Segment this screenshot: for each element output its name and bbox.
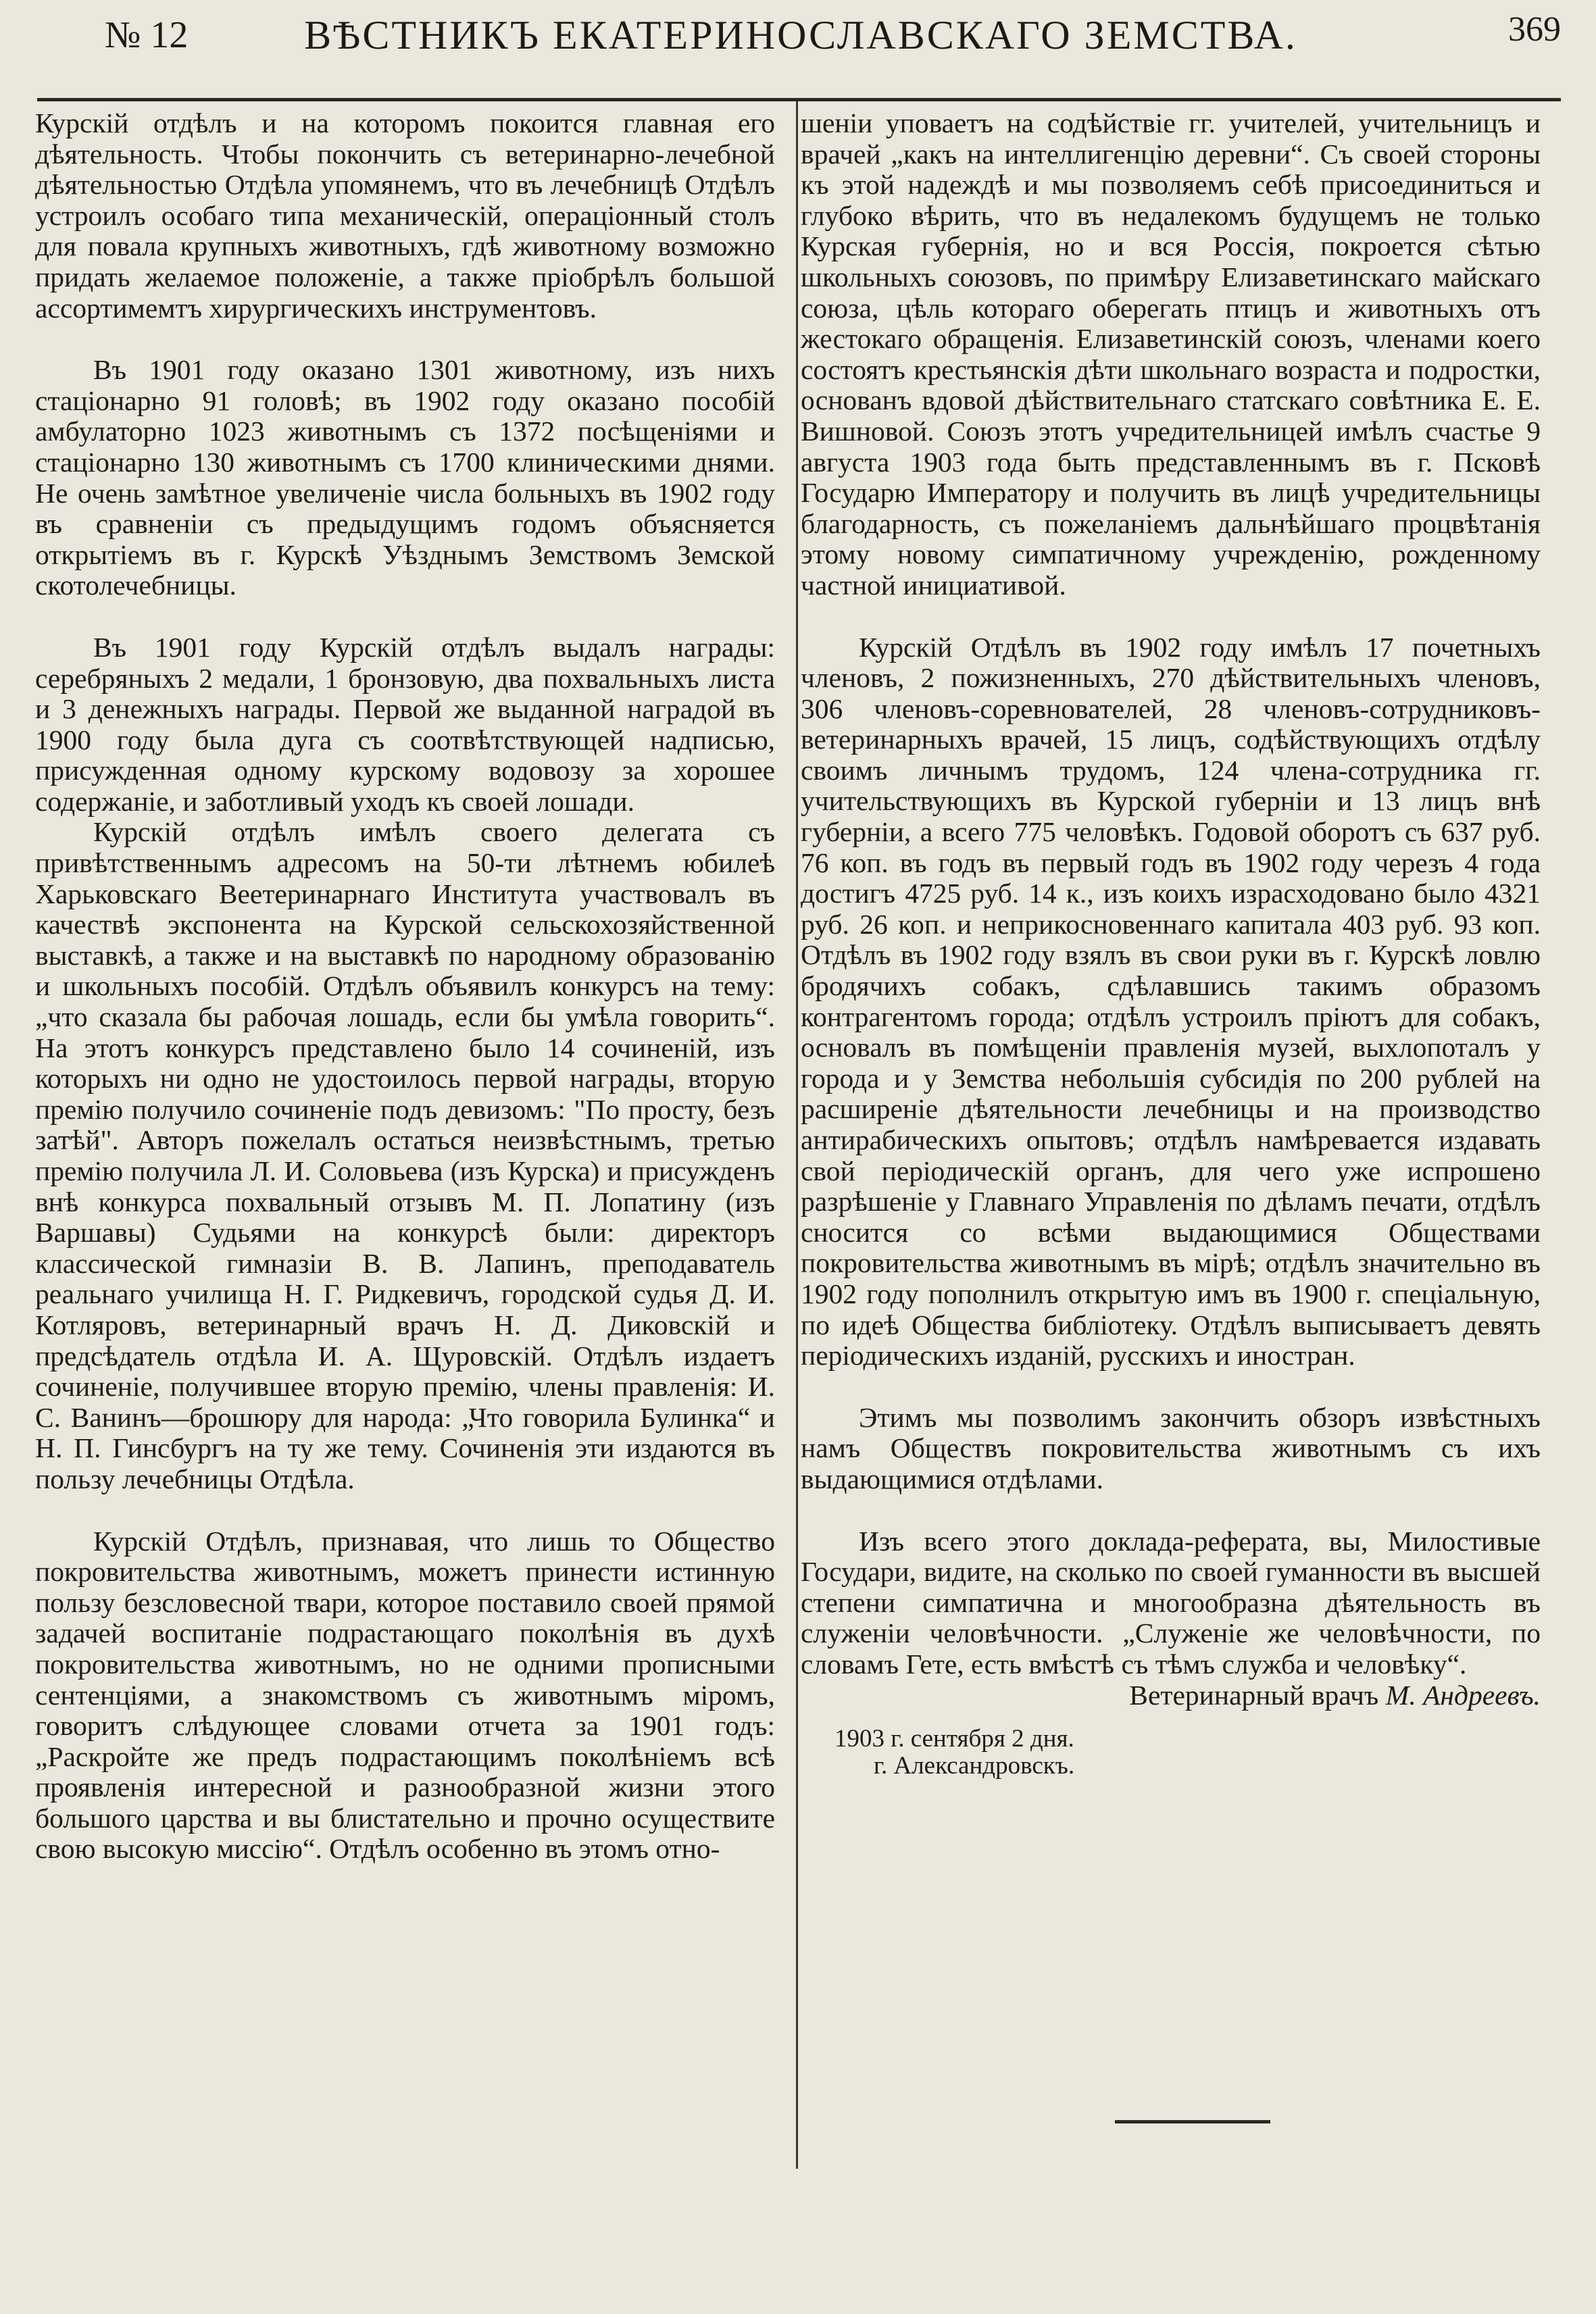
journal-title: ВѢСТНИКЪ ЕКАТЕРИНОСЛАВСКАГО ЗЕМСТВА. [304,13,1297,57]
paragraph: Курскій Отдѣлъ, признавая, что лишь то Общество покровительства животнымъ, можетъ принести истинную пользу безсловесной твари, которое поставило своей прямой задачей воспитаніе подрастающаго поколѣнія въ духѣ покровительства животнымъ, но не одними прописными сентенціями, а знакомствомъ съ животнымъ міромъ, говоритъ слѣдующее словами отчета за 1901 годъ: „Раскройте же предъ подрастающимъ поколѣніемъ всѣ проявленія интересной и разнообразной жизни этого большого царства и вы блистательно и прочно осуществите свою высокую миссію“. Отдѣлъ особенно въ этомъ отно- [35,1525,775,1865]
issue-number: № 12 [105,14,189,56]
paragraph: Изъ всего этого доклада-реферата, вы, Милостивые Государи, видите, на сколько по своей гуманности въ высшей степени симпатична и многообразна дѣятельность въ служеніи человѣчности. „Служеніе же человѣчности, по словамъ Гете, есть вмѣстѣ съ тѣмъ служба и человѣку“. [801,1525,1541,1680]
paragraph: Этимъ мы позволимъ закончить обзоръ извѣстныхъ намъ Обществъ покровительства животнымъ съ ихъ выдающимися отдѣлами. [801,1401,1541,1494]
left-column [35,108,775,1865]
right-column [801,108,1541,1780]
date: 1903 г. сентября 2 дня. [834,1725,1074,1753]
paragraph: Курскій отдѣлъ и на которомъ покоится главная его дѣятельность. Чтобы покончить съ ветеринарно-лечебной дѣятельностью Отдѣла упомянемъ, что въ лечебницѣ Отдѣлъ устроилъ особаго типа механическій, операціонный столъ для повала крупныхъ животныхъ, гдѣ животному возможно придать желаемое положеніе, а также пріобрѣлъ большой ассортимемтъ хирургическихъ инструментовъ. [35,107,775,324]
signature-role: Ветеринарный врачъ [1129,1679,1379,1711]
dateline [834,1726,1541,1780]
paragraph: Въ 1901 году Курскій отдѣлъ выдалъ награды: серебряныхъ 2 медали, 1 бронзовую, два похвальныхъ листа и 3 денежныхъ награды. Первой же выданной наградой въ 1900 году была дуга съ соотвѣтствующей надписью, присужденная одному курскому водовозу за хорошее содержаніе, и заботливый уходъ къ своей лошади. [35,631,775,817]
paragraph: Въ 1901 году оказано 1301 животному, изъ нихъ стаціонарно 91 головѣ; въ 1902 году оказано пособій амбулаторно 1023 животнымъ съ 1372 посѣщеніями и стаціонарно 130 животнымъ съ 1700 клиническими днями. Не очень замѣтное увеличеніе числа больныхъ въ 1902 году въ сравненіи съ предыдущимъ годомъ объясняется открытіемъ въ г. Курскѣ Уѣзднымъ Земствомъ Земской скотолечебницы. [35,354,775,601]
signature [801,1680,1541,1711]
signature-name: М. Андреевъ. [1385,1679,1541,1711]
paragraph: Курскій отдѣлъ имѣлъ своего делегата съ привѣтственнымъ адресомъ на 50-ти лѣтнемъ юбилеѣ Харьковскаго Веетеринарнаго Института участвовалъ въ качествѣ экспонента на Курской сельскохозяйственной выставкѣ, а также и на выставкѣ по народному образованію и школьныхъ пособій. Отдѣлъ объявилъ конкурсъ на тему: „что сказала бы рабочая лошадь, если бы умѣла говорить“. На этотъ конкурсъ представлено было 14 сочиненій, изъ которыхъ ни одно не удостоилось первой награды, вторую премію получило сочиненіе подъ девизомъ: "По просту, безъ затѣй". Авторъ пожелалъ остаться неизвѣстнымъ, третью премію получила Л. И. Соловьева (изъ Курска) и присужденъ внѣ конкурса похвальный отзывъ М. П. Лопатину (изъ Варшавы) Судьями на конкурсѣ были: директоръ классической гимназіи В. В. Лапинъ, преподаватель реальнаго училища Н. Г. Ридкевичъ, городской судья Д. И. Котляровъ, ветеринарный врачъ Н. Д. Диковскій и предсѣдатель отдѣла И. А. Щуровскій. Отдѣлъ издаетъ сочиненіе, получившее вторую премію, члены правленія: И. С. Ванинъ—брошюру для народа: „Что говорила Булинка“ и Н. П. Гинсбургъ на ту же тему. Сочиненія эти издаются въ пользу лечебницы Отдѣла. [35,816,775,1494]
header-rule [37,98,1561,101]
place: г. Александровскъ. [874,1752,1075,1780]
paragraph: Курскій Отдѣлъ въ 1902 году имѣлъ 17 почетныхъ членовъ, 2 пожизненныхъ, 270 дѣйствительныхъ членовъ, 306 членовъ-соревнователей, 28 членовъ-сотрудниковъ-ветеринарныхъ врачей, 15 лицъ, содѣйствующихъ отдѣлу своимъ личнымъ трудомъ, 124 члена-сотрудника гг. учительствующихъ въ Курской губерніи и 13 лицъ внѣ губерніи, а всего 775 человѣкъ. Годовой оборотъ съ 637 руб. 76 коп. въ годъ въ первый годъ въ 1902 году черезъ 4 года достигъ 4725 руб. 14 к., изъ коихъ израсходовано было 4321 руб. 26 коп. и неприкосновеннаго капитала 403 руб. 93 коп. Отдѣлъ въ 1902 году взялъ въ свои руки въ г. Курскѣ ловлю бродячихъ собакъ, сдѣлавшись такимъ образомъ контрагентомъ города; отдѣлъ устроилъ пріютъ для собакъ, основалъ въ помѣщеніи правленія музей, выхлопоталъ у города и у Земства небольшія субсидія по 200 рублей на расширеніе дѣятельности лечебницы и на производство антирабическихъ опытовъ; отдѣлъ намѣревается издавать свой періодическій органъ, для чего уже испрошено разрѣшеніе у Главнаго Управленія по дѣламъ печати, отдѣлъ сносится со всѣми выдающимися Обществами покровительства животнымъ въ мірѣ; отдѣлъ значительно въ 1902 году пополнилъ открытую имъ въ 1900 г. спеціальную, по идеѣ Общества библіотеку. Отдѣлъ выписываетъ девять періодическихъ изданій, русскихъ и иностран. [801,631,1541,1372]
page-number: 369 [1508,10,1561,49]
column-divider [796,101,798,2169]
end-rule [1115,2120,1270,2123]
paragraph: шеніи уповаетъ на содѣйствіе гг. учителей, учительницъ и врачей „какъ на интеллигенцію деревни“. Съ своей стороны къ этой надеждѣ и мы позволяемъ себѣ присоединиться и глубоко вѣрить, что въ недалекомъ будущемъ не только Курская губернія, но и вся Россія, покроется сѣтью школьныхъ союзовъ, по примѣру Елизаветинскаго майскаго союза, цѣль котораго оберегать птицъ и животныхъ отъ жестокаго обращенія. Елизаветинскій союзъ, членами коего состоятъ крестьянскія дѣти школьнаго возраста и подростки, основанъ вдовой дѣйствительнаго статскаго совѣтника Е. Е. Вишновой. Союзъ этотъ учредительницей имѣлъ счастье 9 августа 1903 года быть представленнымъ въ г. Псковѣ Государю Императору и получить въ лицѣ учредительницы благодарность, съ пожеланіемъ дальнѣйшаго процвѣтанія этому новому симпатичному учрежденію, рожденному частной инициативой. [801,107,1541,601]
page-header [41,5,1561,59]
